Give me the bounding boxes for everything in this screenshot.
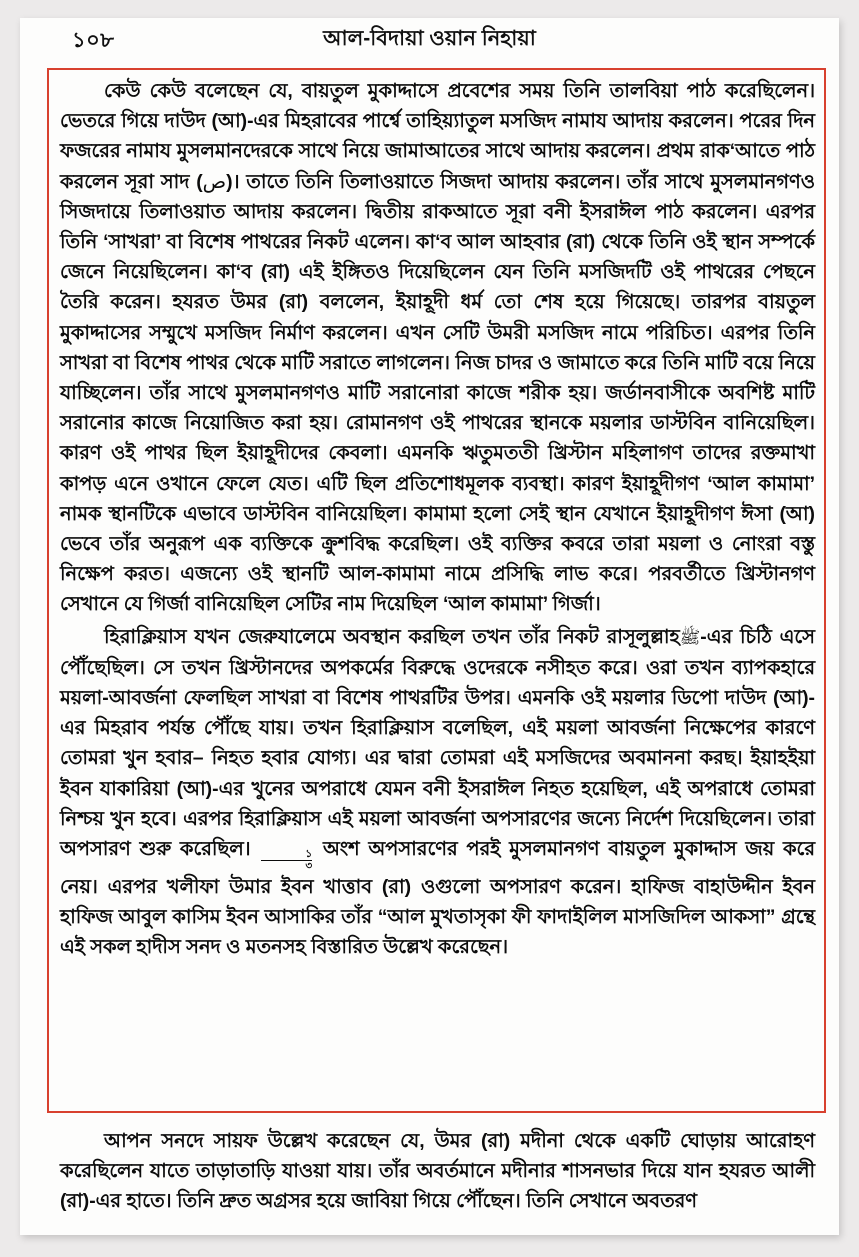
fraction-one-third: $\frac{১}{৩}$ bbox=[261, 849, 312, 872]
arabic-surah-letter: ص bbox=[202, 169, 227, 193]
scanned-page bbox=[20, 18, 839, 1235]
paragraph: হিরাক্লিয়াস যখন জেরুযালেমে অবস্থান করছিল তখন তাঁর নিকট রাসূলুল্লাহﷺ-এর চিঠি এসে পৌঁছেছিল। সে তখন খ্রিস্টানদের অপকর্মের বিরুদ্ধে ওদেরকে নসীহত করে। ওরা তখন ব্যাপকহারে ময়লা-আবর্জনা ফেলছিল সাখরা বা বিশেষ পাথরটির উপর। এমনকি ওই ময়লার ডিপো দাউদ (আ)-এর মিহরাব পর্যন্ত পৌঁছে যায়। তখন হিরাক্লিয়াস বলেছিল, এই ময়লা আবর্জনা নিক্ষেপের কারণে তোমরা খুন হবার– নিহত হবার যোগ্য। এর দ্বারা তোমরা এই মসজিদের অবমাননা করছ। ইয়াহইয়া ইবন যাকারিয়া (আ)-এর খুনের অপরাধে যেমন বনী ইসরাঈল নিহত হয়েছিল, এই অপরাধে তোমরা নিশ্চয় খুন হবে। এরপর হিরাক্লিয়াস এই ময়লা আবর্জনা অপসারণের জন্যে নির্দেশ দিয়েছিলেন। তারা অপসারণ শুরু করেছিল। $\frac{১}{৩}$ অংশ অপসারণের পরই মুসলমানগণ বায়তুল মুকাদ্দাস জয় করে নেয়। এরপর খলীফা উমার ইবন খাত্তাব (রা) ওগুলো অপসারণ করেন। হাফিজ বাহাউদ্দীন ইবন হাফিজ আবুল কাসিম ইবন আসাকির তাঁর “আল মুখতাসৃকা ফী ফাদাইলিল মাসজিদিল আকসা” গ্রন্থে এই সকল হাদীস সনদ ও মতনসহ বিস্তারিত উল্লেখ করেছেন। bbox=[60, 625, 815, 958]
salawat-glyph: ﷺ bbox=[679, 627, 701, 648]
trailing-body-text bbox=[60, 1126, 815, 1217]
highlighted-body-text bbox=[60, 76, 815, 962]
page-running-head bbox=[20, 18, 839, 62]
book-title: আল-বিদায়া ওয়ান নিহায়া bbox=[323, 27, 536, 50]
page-number: ১০৮ bbox=[72, 29, 115, 52]
paragraph: কেউ কেউ বলেছেন যে, বায়তুল মুকাদ্দাসে প্রবেশের সময় তিনি তালবিয়া পাঠ করেছিলেন। ভেতরে গিয়ে দাউদ (আ)-এর মিহরাবের পার্শ্বে তাহিয়্যাতুল মসজিদ নামায আদায় করলেন। পরের দিন ফজরের নামায মুসলমানদেরকে সাথে নিয়ে জামাআতের সাথে আদায় করলেন। প্রথম রাক‘আতে পাঠ করলেন সূরা সাদ (ص)। তাতে তিনি তিলাওয়াতে সিজদা আদায় করলেন। তাঁর সাথে মুসলমানগণও সিজদায়ে তিলাওয়াত আদায় করলেন। দ্বিতীয় রাকআতে সূরা বনী ইসরাঈল পাঠ করলেন। এরপর তিনি ‘সাখরা’ বা বিশেষ পাথরের নিকট এলেন। কা‘ব আল আহবার (রা) থেকে তিনি ওই স্থান সম্পর্কে জেনে নিয়েছিলেন। কা‘ব (রা) এই ইঙ্গিতও দিয়েছিলেন যেন তিনি মসজিদটি ওই পাথরের পেছনে তৈরি করেন। হযরত উমর (রা) বললেন, ইয়াহূদী ধর্ম তো শেষ হয়ে গিয়েছে। তারপর বায়তুল মুকাদ্দাসের সম্মুখে মসজিদ নির্মাণ করলেন। এখন সেটি উমরী মসজিদ নামে পরিচিত। এরপর তিনি সাখরা বা বিশেষ পাথর থেকে মাটি সরাতে লাগলেন। নিজ চাদর ও জামাতে করে তিনি মাটি বয়ে নিয়ে যাচ্ছিলেন। তাঁর সাথে মুসলমানগণও মাটি সরানোরা কাজে শরীক হয়। জর্ডানবাসীকে অবশিষ্ট মাটি সরানোর কাজে নিয়োজিত করা হয়। রোমানগণ ওই পাথরের স্থানকে ময়লার ডাস্টবিন বানিয়েছিল। কারণ ওই পাথর ছিল ইয়াহূদীদের কেবলা। এমনকি ঋতুমততী খ্রিস্টান মহিলাগণ তাদের রক্তমাখা কাপড় এনে ওখানে ফেলে যেত। এটি ছিল প্রতিশোধমূলক ব্যবস্থা। কারণ ইয়াহূদীগণ ‘আল কামামা’ নামক স্থানটিকে এভাবে ডাস্টবিন বানিয়েছিল। কামামা হলো সেই স্থান যেখানে ইয়াহূদীগণ ঈসা (আ) ভেবে তাঁর অনুরূপ এক ব্যক্তিকে ক্রুশবিদ্ধ করেছিল। ওই ব্যক্তির কবরে তারা ময়লা ও নোংরা বস্তু নিক্ষেপ করত। এজন্যে ওই স্থানটি আল-কামামা নামে প্রসিদ্ধি লাভ করে। পরবর্তীতে খ্রিস্টানগণ সেখানে যে গির্জা বানিয়েছিল সেটির নাম দিয়েছিল ‘আল কামামা’ গির্জা। bbox=[60, 80, 815, 616]
paragraph: আপন সনদে সায়ফ উল্লেখ করেছেন যে, উমর (রা) মদীনা থেকে একটি ঘোড়ায় আরোহণ করেছিলেন যাতে তাড়াতাড়ি যাওয়া যায়। তাঁর অবর্তমানে মদীনার শাসনভার দিয়ে যান হযরত আলী (রা)-এর হাতে। তিনি দ্রুত অগ্রসর হয়ে জাবিয়া গিয়ে পৌঁছেন। তিনি সেখানে অবতরণ bbox=[60, 1130, 815, 1213]
